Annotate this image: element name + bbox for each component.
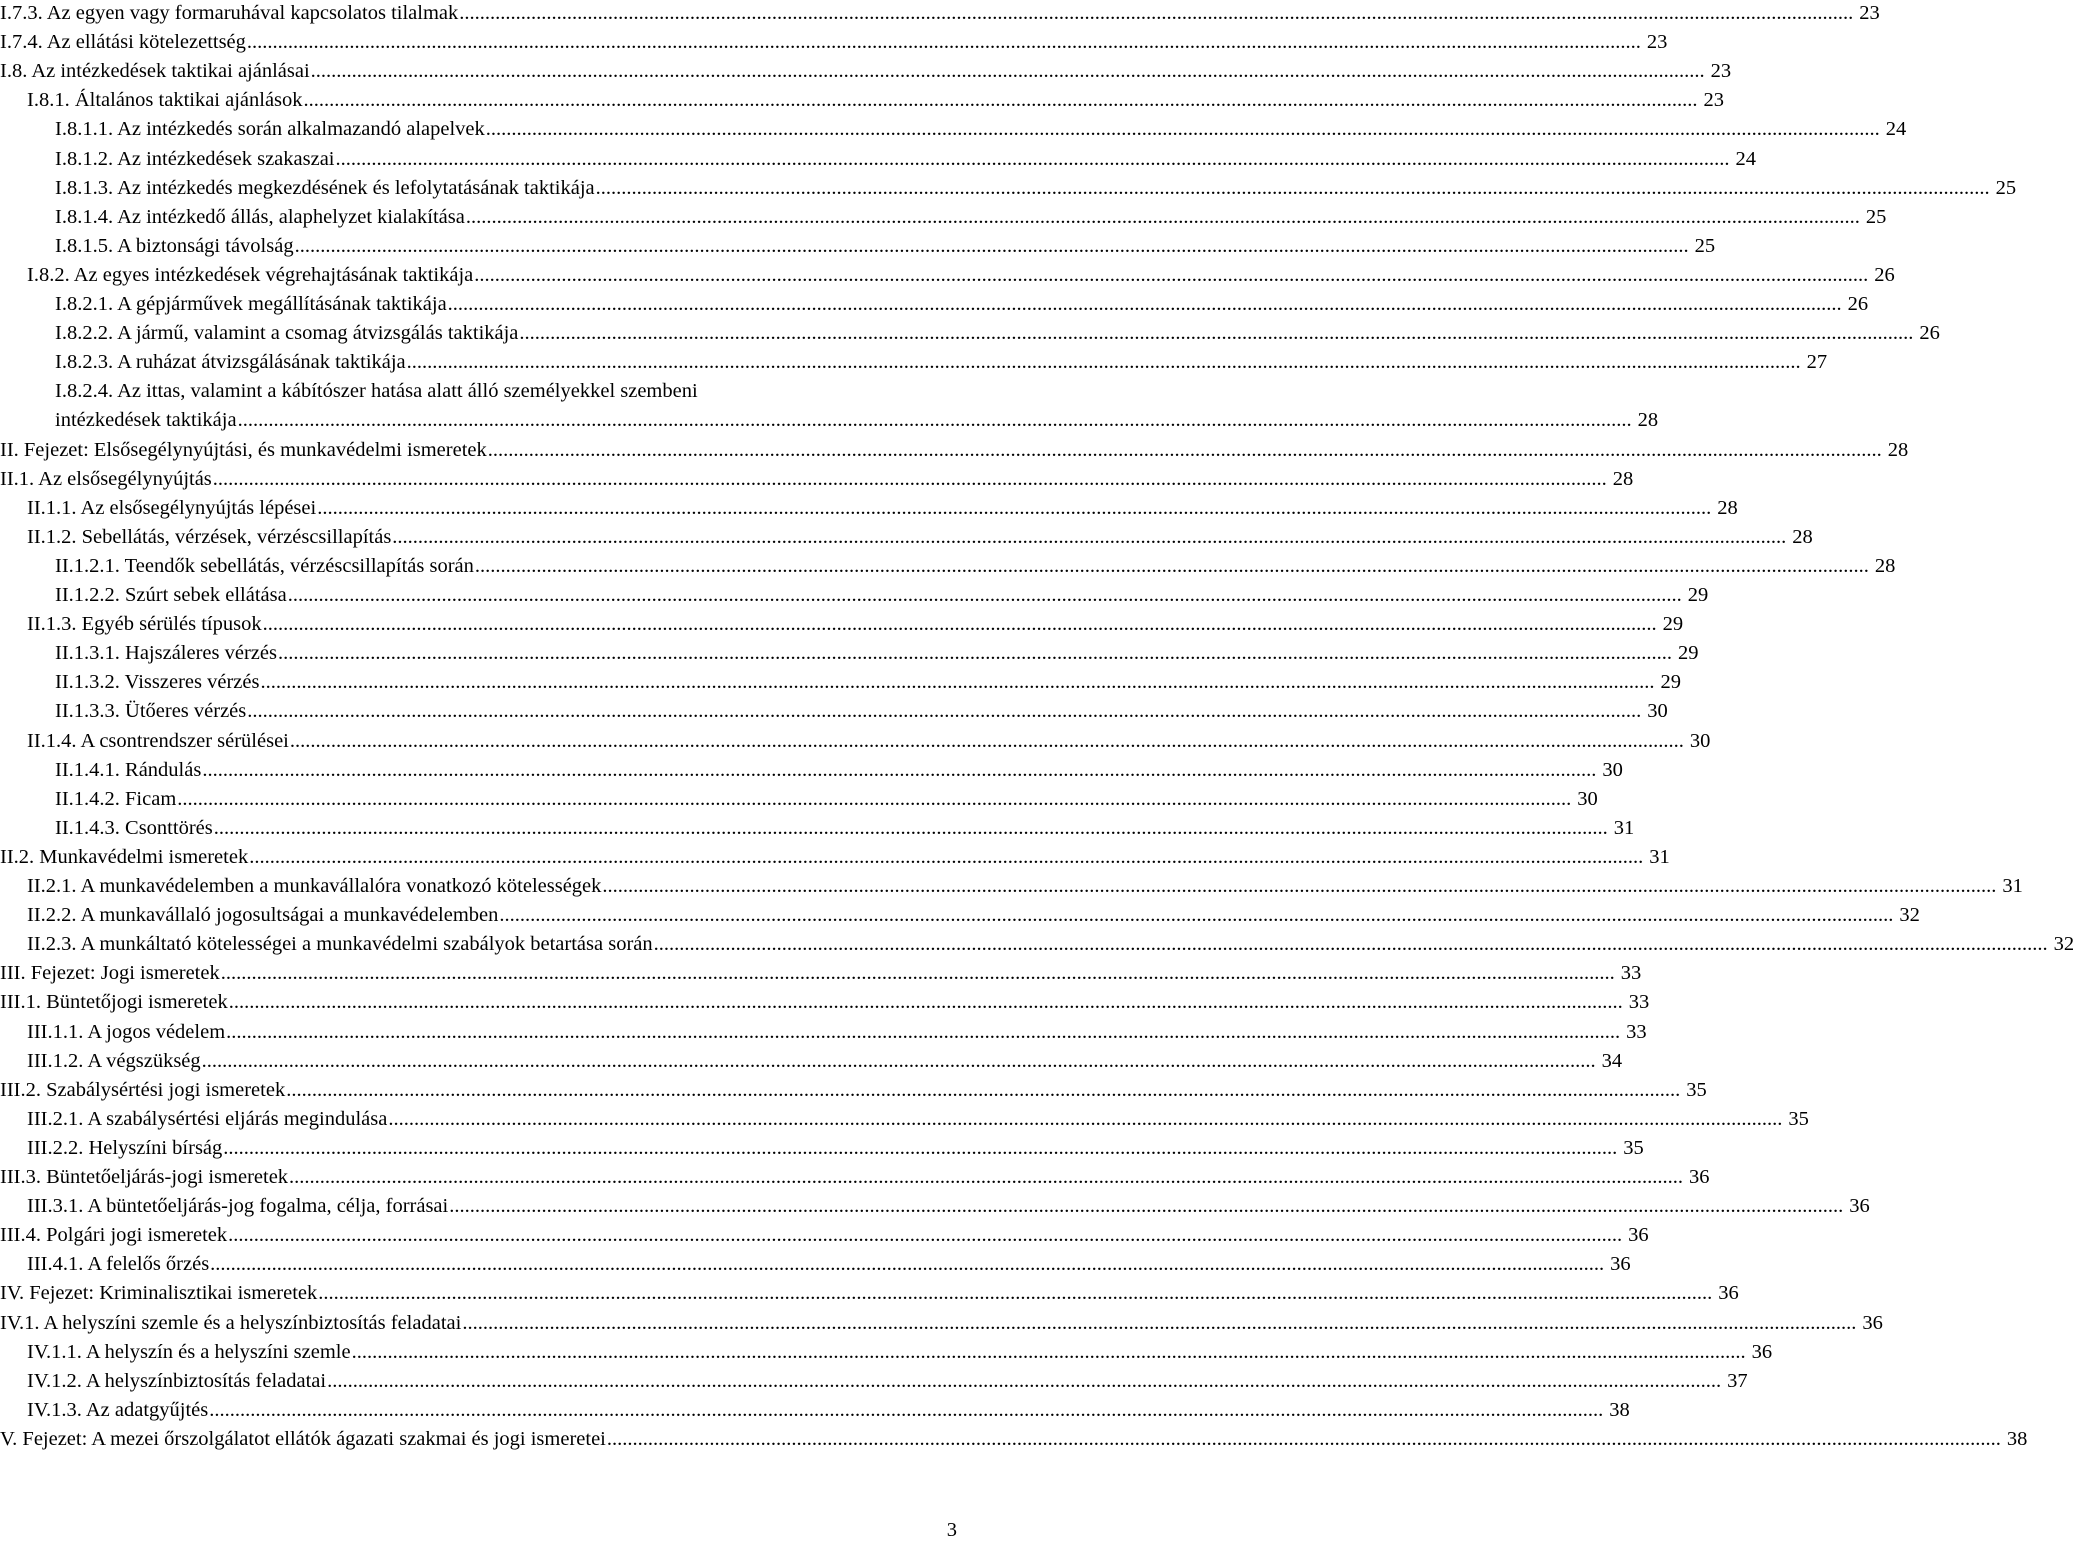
toc-entry-label: II. Fejezet: Elsősegélynyújtási, és munkavédelmi ismeretek [0, 438, 487, 461]
toc-entry[interactable] [0, 697, 1668, 726]
toc-page-number: 29 [1677, 642, 1699, 665]
toc-entry[interactable] [0, 552, 1896, 581]
toc-entry-row [55, 756, 1623, 785]
toc-entry-row [55, 406, 1659, 435]
toc-entry-label: II.1.3.2. Visszeres vérzés [55, 671, 260, 694]
toc-leader-dots [202, 1047, 1596, 1076]
toc-entry[interactable] [0, 1309, 1883, 1338]
toc-leader-dots [288, 581, 1682, 610]
toc-page-number: 36 [1628, 1224, 1649, 1247]
toc-entry-row [27, 872, 2023, 901]
toc-entry-row [27, 1338, 1773, 1367]
toc-entry[interactable] [0, 901, 1920, 930]
toc-entry[interactable] [0, 1396, 1630, 1425]
toc-entry[interactable] [0, 581, 1709, 610]
toc-page-number: 35 [1623, 1136, 1644, 1159]
toc-entry-row [55, 203, 1887, 232]
toc-page-number: 29 [1662, 613, 1684, 636]
toc-page-number: 36 [1689, 1166, 1710, 1188]
toc-entry-label: III. Fejezet: Jogi ismeretek [0, 962, 220, 985]
toc-entry-row [55, 174, 2017, 203]
toc-entry-row [0, 465, 1634, 494]
toc-page-number: 23 [1703, 89, 1725, 112]
toc-page-number: 27 [1806, 351, 1828, 374]
toc-leader-dots [596, 174, 1990, 203]
toc-entry-label: III.1.2. A végszükség [27, 1049, 201, 1072]
toc-entry[interactable] [0, 436, 1909, 465]
toc-leader-dots [327, 1367, 1721, 1396]
toc-entry-label: III.2.2. Helyszíni bírság [27, 1136, 223, 1159]
toc-page-number: 36 [1849, 1195, 1870, 1218]
toc-entry-row [55, 348, 1828, 377]
toc-leader-dots [260, 668, 1654, 697]
toc-entry[interactable] [0, 1250, 1631, 1279]
toc-entry-row [0, 1309, 1883, 1338]
toc-leader-dots [448, 290, 1842, 319]
toc-entry-row [27, 1018, 1647, 1047]
toc-entry-label: III.3. Büntetőeljárás-jogi ismeretek [0, 1166, 289, 1188]
toc-entry[interactable] [0, 872, 2023, 901]
toc-entry[interactable] [0, 1425, 2028, 1454]
toc-entry-row [55, 814, 1635, 843]
toc-entry-label: III.1. Büntetőjogi ismeretek [0, 991, 228, 1014]
toc-entry[interactable] [0, 174, 2017, 203]
toc-entry[interactable] [0, 1221, 1649, 1250]
toc-entry-label: IV.1.2. A helyszínbiztosítás feladatai [27, 1369, 327, 1392]
toc-entry[interactable] [0, 86, 1725, 115]
toc-entry-label: I.8.1.3. Az intézkedés megkezdésének és lefolytatásának taktikája [55, 176, 595, 199]
toc-entry[interactable] [0, 203, 1887, 232]
toc-page-number: 23 [1646, 31, 1668, 54]
toc-entry[interactable] [0, 785, 1598, 814]
toc-leader-dots [229, 988, 1623, 1017]
toc-page-number: 26 [1919, 322, 1940, 345]
toc-leader-dots [407, 348, 1801, 377]
toc-entry-row [27, 1105, 1809, 1134]
toc-entry-label: I.8.1. Általános taktikai ajánlások [27, 89, 303, 112]
toc-entry-label: IV. Fejezet: Kriminalisztikai ismeretek [0, 1282, 318, 1305]
toc-entry-row [27, 494, 1738, 523]
toc-entry[interactable] [0, 1018, 1647, 1047]
toc-leader-dots [226, 1018, 1620, 1047]
toc-entry[interactable] [0, 319, 1940, 348]
toc-entry-label: II.1.2. Sebellátás, vérzések, vérzéscsillapítás [27, 525, 392, 548]
toc-page-number: 28 [1874, 554, 1896, 577]
toc-page-number: 30 [1689, 729, 1711, 752]
toc-page-number: 26 [1874, 263, 1895, 286]
toc-entry[interactable] [0, 261, 1895, 290]
toc-entry-row [0, 1221, 1649, 1250]
toc-leader-dots [474, 261, 1868, 290]
toc-leader-dots [247, 697, 1641, 726]
toc-page-number: 36 [1862, 1311, 1883, 1334]
toc-entry-row [0, 988, 1650, 1017]
toc-leader-dots [214, 814, 1608, 843]
toc-leader-dots [488, 436, 1882, 465]
toc-entry-label: II.1.1. Az elsősegélynyújtás lépései [27, 496, 317, 519]
toc-entry[interactable] [0, 377, 1659, 435]
toc-entry-row [27, 727, 1711, 756]
toc-page-number: 36 [1751, 1340, 1773, 1363]
toc-entry[interactable] [0, 523, 1813, 552]
toc-entry[interactable] [0, 814, 1635, 843]
toc-entry[interactable] [0, 1367, 1748, 1396]
toc-entry[interactable] [0, 115, 1907, 144]
toc-page-number: 33 [1620, 962, 1642, 985]
toc-entry-label: III.2.1. A szabálysértési eljárás megindulása [27, 1107, 388, 1130]
toc-leader-dots [210, 1250, 1604, 1279]
toc-leader-dots [486, 115, 1880, 144]
toc-leader-dots [290, 727, 1684, 756]
toc-entry-label: II.1.3.3. Ütőeres vérzés [55, 700, 247, 723]
toc-page-number: 29 [1660, 671, 1681, 694]
toc-entry-label: II.1.4.1. Rándulás [55, 758, 202, 781]
toc-page-number: 35 [1788, 1107, 1809, 1130]
toc-entry-label: II.1.4.2. Ficam [55, 787, 177, 810]
toc-entry[interactable] [0, 1134, 1644, 1163]
toc-entry[interactable] [0, 232, 1716, 261]
toc-leader-dots [335, 145, 1729, 174]
toc-entry-row [0, 959, 1642, 988]
toc-leader-dots [213, 465, 1607, 494]
toc-page-number: 33 [1626, 1020, 1647, 1043]
toc-entry[interactable] [0, 494, 1738, 523]
toc-entry-label: II.1.4. A csontrendszer sérülései [27, 729, 289, 752]
toc-leader-dots [202, 756, 1596, 785]
toc-entry-row [0, 28, 1668, 57]
toc-entry[interactable] [0, 1076, 1707, 1105]
toc-leader-dots [223, 1134, 1617, 1163]
toc-leader-dots [238, 406, 1632, 435]
toc-entry-row [27, 1134, 1644, 1163]
toc-leader-dots [352, 1338, 1746, 1367]
toc-entry-label: II.1.3.1. Hajszáleres vérzés [55, 642, 277, 665]
toc-page-number: 37 [1727, 1369, 1748, 1392]
toc-leader-dots [278, 639, 1672, 668]
toc-entry[interactable] [0, 1105, 1809, 1134]
page-number: 3 [946, 1519, 957, 1541]
toc-entry-row [0, 843, 1670, 872]
toc-leader-dots [209, 1396, 1603, 1425]
toc-entry-row [55, 785, 1598, 814]
toc-entry[interactable] [0, 465, 1634, 494]
toc-leader-dots [449, 1192, 1843, 1221]
toc-entry[interactable] [0, 639, 1699, 668]
toc-entry[interactable] [0, 930, 2074, 959]
toc-entry-label: I.8. Az intézkedések taktikai ajánlásai [0, 60, 310, 83]
toc-entry-label: I.8.1.5. A biztonsági távolság [55, 234, 294, 257]
toc-leader-dots [304, 86, 1698, 115]
toc-page-number: 31 [1649, 845, 1670, 868]
toc-leader-dots [388, 1105, 1782, 1134]
toc-entry[interactable] [0, 668, 1681, 697]
toc-page-number: 38 [1609, 1398, 1630, 1421]
toc-entry-row [0, 1425, 2028, 1454]
toc-entry-row [55, 290, 1869, 319]
toc-entry-row [55, 668, 1681, 697]
toc-page-number: 25 [1995, 176, 2017, 199]
toc-page-number: 26 [1847, 293, 1869, 315]
toc-page-number: 23 [1859, 2, 1880, 24]
toc-entry[interactable] [0, 28, 1668, 57]
toc-entry-label: I.8.2.4. Az ittas, valamint a kábítószer hatása alatt álló személyekkel szembeni [55, 380, 698, 403]
toc-entry-label-continued: intézkedések taktikája [55, 409, 237, 432]
toc-entry[interactable] [0, 1192, 1870, 1221]
toc-entry[interactable] [0, 348, 1828, 377]
toc-page-number: 32 [1899, 904, 1920, 927]
toc-page-number: 30 [1602, 758, 1623, 781]
toc-page-number: 31 [1613, 816, 1635, 839]
toc-page-number: 34 [1601, 1049, 1623, 1072]
toc-entry-label: I.8.2.2. A jármű, valamint a csomag átvizsgálás taktikája [55, 322, 519, 345]
toc-entry-label: II.1.2.1. Teendők sebellátás, vérzéscsillapítás során [55, 554, 474, 577]
toc-entry[interactable] [0, 1279, 1739, 1308]
toc-entry[interactable] [0, 610, 1684, 639]
toc-entry-label: I.8.1.2. Az intézkedések szakaszai [55, 147, 335, 170]
toc-leader-dots [295, 232, 1689, 261]
toc-entry[interactable] [0, 0, 1880, 28]
toc-entry-label: III.4.1. A felelős őrzés [27, 1253, 210, 1276]
toc-entry-label: II.1.2.2. Szúrt sebek ellátása [55, 584, 287, 606]
toc-entry-row [27, 1396, 1630, 1425]
toc-leader-dots [289, 1163, 1683, 1192]
toc-entry-row [0, 436, 1909, 465]
toc-entry-row [27, 1047, 1623, 1076]
toc-entry-row [55, 581, 1709, 610]
toc-entry[interactable] [0, 290, 1869, 319]
toc-entry-label: II.2.3. A munkáltató kötelességei a munkavédelmi szabályok betartása során [27, 933, 653, 956]
toc-leader-dots [392, 523, 1786, 552]
toc-leader-dots [247, 28, 1641, 57]
toc-entry-label: I.7.3. Az egyen vagy formaruhával kapcsolatos tilalmak [0, 2, 459, 24]
toc-entry-label: I.8.2.1. A gépjárművek megállításának taktikája [55, 293, 447, 315]
toc-entry-row [55, 319, 1940, 348]
toc-entry[interactable] [0, 959, 1642, 988]
toc-page-number: 28 [1792, 525, 1813, 548]
toc-leader-dots [228, 1221, 1622, 1250]
toc-leader-dots [462, 1309, 1856, 1338]
toc-page-number: 31 [2002, 875, 2023, 897]
toc-leader-dots [317, 494, 1711, 523]
toc-entry-label: II.1.4.3. Csonttörés [55, 816, 213, 839]
toc-entry-row [27, 1367, 1748, 1396]
toc-entry-label: IV.1.3. Az adatgyűjtés [27, 1398, 209, 1421]
toc-entry-label: I.8.1.1. Az intézkedés során alkalmazandó alapelvek [55, 118, 485, 141]
toc-page-number: 28 [1612, 467, 1634, 490]
toc-page-number: 24 [1885, 118, 1907, 141]
toc-entry-label: I.8.2. Az egyes intézkedések végrehajtásának taktikája [27, 263, 474, 286]
toc-page-number: 23 [1710, 60, 1732, 83]
toc-page-number: 38 [2006, 1427, 2028, 1450]
toc-entry[interactable] [0, 145, 1756, 174]
toc-entry-label: III.3.1. A büntetőeljárás-jog fogalma, célja, forrásai [27, 1195, 449, 1218]
toc-leader-dots [475, 552, 1869, 581]
toc-entry[interactable] [0, 843, 1670, 872]
toc-entry-row [0, 1163, 1710, 1192]
toc-page-number: 33 [1628, 991, 1650, 1014]
toc-page-number: 28 [1887, 438, 1909, 461]
toc-entry-label: III.1.1. A jogos védelem [27, 1020, 226, 1043]
toc-entry-row [27, 610, 1684, 639]
toc-leader-dots [318, 1279, 1712, 1308]
toc-leader-dots [607, 1425, 2001, 1454]
toc-entry-row [55, 115, 1907, 144]
toc-page-number: 30 [1577, 787, 1598, 810]
toc-entry-row [55, 232, 1716, 261]
toc-entry-label: V. Fejezet: A mezei őrszolgálatot ellátók ágazati szakmai és jogi ismeretei [0, 1427, 606, 1450]
toc-entry-label: III.4. Polgári jogi ismeretek [0, 1224, 228, 1247]
toc-entry-label: II.2.1. A munkavédelemben a munkavállalóra vonatkozó kötelességek [27, 875, 602, 897]
toc-entry[interactable] [0, 756, 1623, 785]
toc-entry-row [27, 930, 2074, 959]
toc-entry-label: II.2.2. A munkavállaló jogosultságai a munkavédelemben [27, 904, 499, 927]
toc-leader-dots [249, 843, 1643, 872]
toc-leader-dots [286, 1076, 1680, 1105]
toc-entry-label: IV.1. A helyszíni szemle és a helyszínbiztosítás feladatai [0, 1311, 462, 1334]
toc-entry[interactable] [0, 988, 1650, 1017]
toc-entry-row [55, 639, 1699, 668]
toc-leader-dots [466, 203, 1860, 232]
toc-entry-row [0, 1076, 1707, 1105]
toc-entry-row [27, 901, 1920, 930]
toc-page-number: 36 [1718, 1282, 1739, 1305]
toc-entry-label: II.1. Az elsősegélynyújtás [0, 467, 212, 490]
toc-entry-row [27, 86, 1725, 115]
toc-leader-dots [459, 0, 1853, 28]
toc-leader-dots [221, 959, 1615, 988]
toc-entry-label: I.8.1.4. Az intézkedő állás, alaphelyzet kialakítása [55, 205, 465, 228]
toc-entry-label: II.2. Munkavédelmi ismeretek [0, 845, 249, 868]
toc-entry-label: IV.1.1. A helyszín és a helyszíni szemle [27, 1340, 351, 1363]
toc-leader-dots [602, 872, 1996, 901]
toc-entry-row [55, 697, 1668, 726]
toc-entry[interactable] [0, 727, 1711, 756]
toc-entry-label: I.7.4. Az ellátási kötelezettség [0, 31, 246, 54]
toc-page-number: 24 [1735, 147, 1756, 170]
toc-leader-dots [519, 319, 1913, 348]
toc-entry-row [0, 0, 1880, 28]
toc-leader-dots [263, 610, 1657, 639]
toc-entry-label: III.2. Szabálysértési jogi ismeretek [0, 1078, 286, 1101]
toc-entry[interactable] [0, 1338, 1773, 1367]
toc-page-number: 32 [2053, 933, 2074, 956]
toc-entry[interactable] [0, 57, 1732, 86]
toc-entry-row [0, 57, 1732, 86]
toc-entry-label: I.8.2.3. A ruházat átvizsgálásának taktikája [55, 351, 406, 374]
toc-entry[interactable] [0, 1047, 1623, 1076]
toc-entry-row [27, 523, 1813, 552]
toc-entry-row [27, 1192, 1870, 1221]
toc-leader-dots [654, 930, 2048, 959]
toc-leader-dots [499, 901, 1893, 930]
toc-entry-row [27, 1250, 1631, 1279]
toc-page-number: 28 [1637, 409, 1659, 432]
toc-page-number: 28 [1717, 496, 1738, 519]
toc-entry-label: II.1.3. Egyéb sérülés típusok [27, 613, 262, 636]
toc-page-number: 35 [1686, 1078, 1707, 1101]
toc-page-number: 25 [1865, 205, 1887, 228]
toc-page-number: 29 [1687, 584, 1709, 606]
toc-entry-row [55, 145, 1756, 174]
toc-page-number: 36 [1610, 1253, 1631, 1276]
toc-page-number: 30 [1647, 700, 1668, 723]
toc-entry-row [27, 261, 1895, 290]
toc-entry-row [55, 552, 1896, 581]
toc-page-number: 25 [1694, 234, 1716, 257]
toc-leader-dots [311, 57, 1705, 86]
toc-leader-dots [177, 785, 1571, 814]
toc-entry[interactable] [0, 1163, 1710, 1192]
toc-entry-row [0, 1279, 1739, 1308]
